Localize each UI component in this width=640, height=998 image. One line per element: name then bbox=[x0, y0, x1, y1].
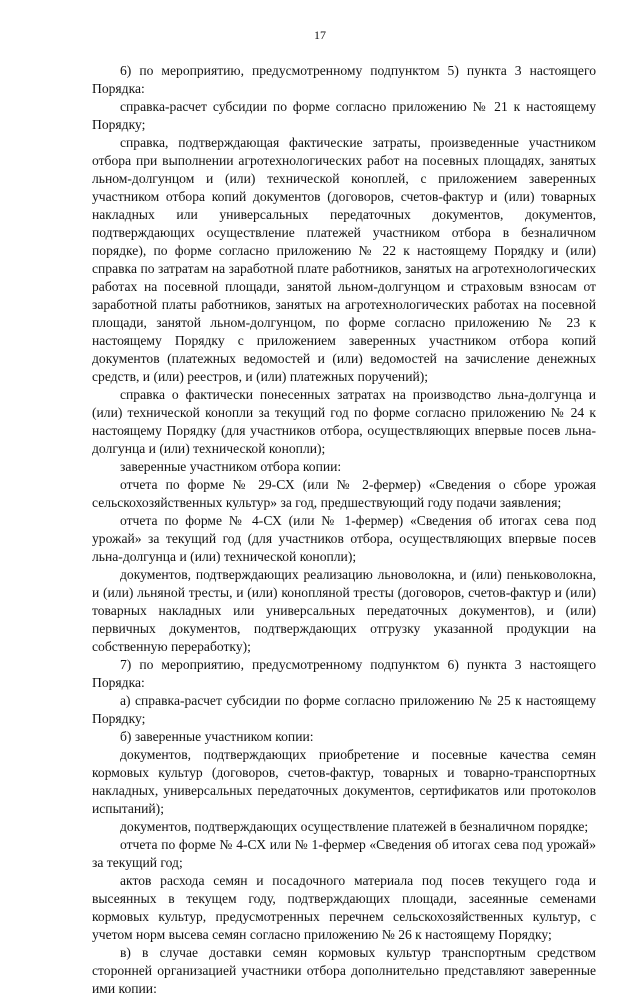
document-body bbox=[92, 62, 596, 998]
page-number: 17 bbox=[314, 28, 326, 42]
paragraph: справка-расчет субсидии по форме согласно приложению № 21 к настоящему Порядку; bbox=[92, 99, 596, 132]
paragraph: справка, подтверждающая фактические затраты, произведенные участником отбора при выполнении агротехнологических работ на посевных площадях, занятых льном-долгунцом и (или) технической коноплей, с приложением заверенных участником отбора копий документов (договоров, счетов-фактур и (или) товарных накладных или универсальных передаточных документов, документов, подтверждающих осуществление платежей участником отбора в безналичном порядке), по форме согласно приложению № 22 к настоящему Порядку и (или) справка по затратам на заработной плате работников, занятых на агротехнологических работах на посевной площади, занятой льном-долгунцом и страховым взносам от заработной платы работников, занятых на агротехнологических работах на посевной площади, занятой льном-долгунцом, по форме согласно приложению № 23 к настоящему Порядку с приложением заверенных участником отбора копий документов (платежных ведомостей и (или) ведомостей на зачисление денежных средств, и (или) реестров, и (или) платежных поручений); bbox=[92, 135, 596, 384]
paragraph: документов, подтверждающих приобретение и посевные качества семян кормовых культур (договоров, счетов-фактур, товарных и товарно-транспортных накладных, универсальных передаточных документов, сертификатов или протоколов испытаний); bbox=[92, 747, 596, 816]
paragraph: отчета по форме № 4-СХ или № 1-фермер «Сведения об итогах сева под урожай» за текущий год; bbox=[92, 837, 596, 870]
paragraph: в) в случае доставки семян кормовых культур транспортным средством сторонней организацией участники отбора дополнительно представляют заверенные ими копии: bbox=[92, 945, 596, 996]
paragraph: актов расхода семян и посадочного материала под посев текущего года и высеянных в текущем году, подтверждающих площади, засеянные семенами кормовых культур, предусмотренных перечнем сельскохозяйственных культур, с учетом норм высева семян согласно приложению № 26 к настоящему Порядку; bbox=[92, 873, 596, 942]
paragraph: отчета по форме № 4-СХ (или № 1-фермер) «Сведения об итогах сева под урожай» за текущий год (для участников отбора, осуществляющих впервые посев льна-долгунца и (или) технической конопли); bbox=[92, 513, 596, 564]
paragraph: 7) по мероприятию, предусмотренному подпунктом 6) пункта 3 настоящего Порядка: bbox=[92, 657, 596, 690]
paragraph: б) заверенные участником копии: bbox=[120, 729, 314, 744]
paragraph: а) справка-расчет субсидии по форме согласно приложению № 25 к настоящему Порядку; bbox=[92, 693, 596, 726]
paragraph: документов, подтверждающих осуществление платежей в безналичном порядке; bbox=[120, 819, 589, 834]
paragraph: справка о фактически понесенных затратах на производство льна-долгунца и (или) технической конопли за текущий год по форме согласно приложению № 24 к настоящему Порядку (для участников отбора, осуществляющих впервые посев льна-долгунца и (или) технической конопли); bbox=[92, 387, 596, 456]
paragraph: отчета по форме № 29-СХ (или № 2-фермер) «Сведения о сборе урожая сельскохозяйственных культур» за год, предшествующий году подачи заявления; bbox=[92, 477, 596, 510]
paragraph: 6) по мероприятию, предусмотренному подпунктом 5) пункта 3 настоящего Порядка: bbox=[92, 63, 596, 96]
paragraph: документов, подтверждающих реализацию льноволокна, и (или) пеньковолокна, и (или) льняной тресты, и (или) конопляной тресты (договоров, счетов-фактур и (или) товарных накладных или универсальных передаточных документов), и (или) первичных документов, подтверждающих отгрузку указанной продукции на собственную переработку); bbox=[92, 567, 596, 654]
paragraph: заверенные участником отбора копии: bbox=[120, 459, 342, 474]
